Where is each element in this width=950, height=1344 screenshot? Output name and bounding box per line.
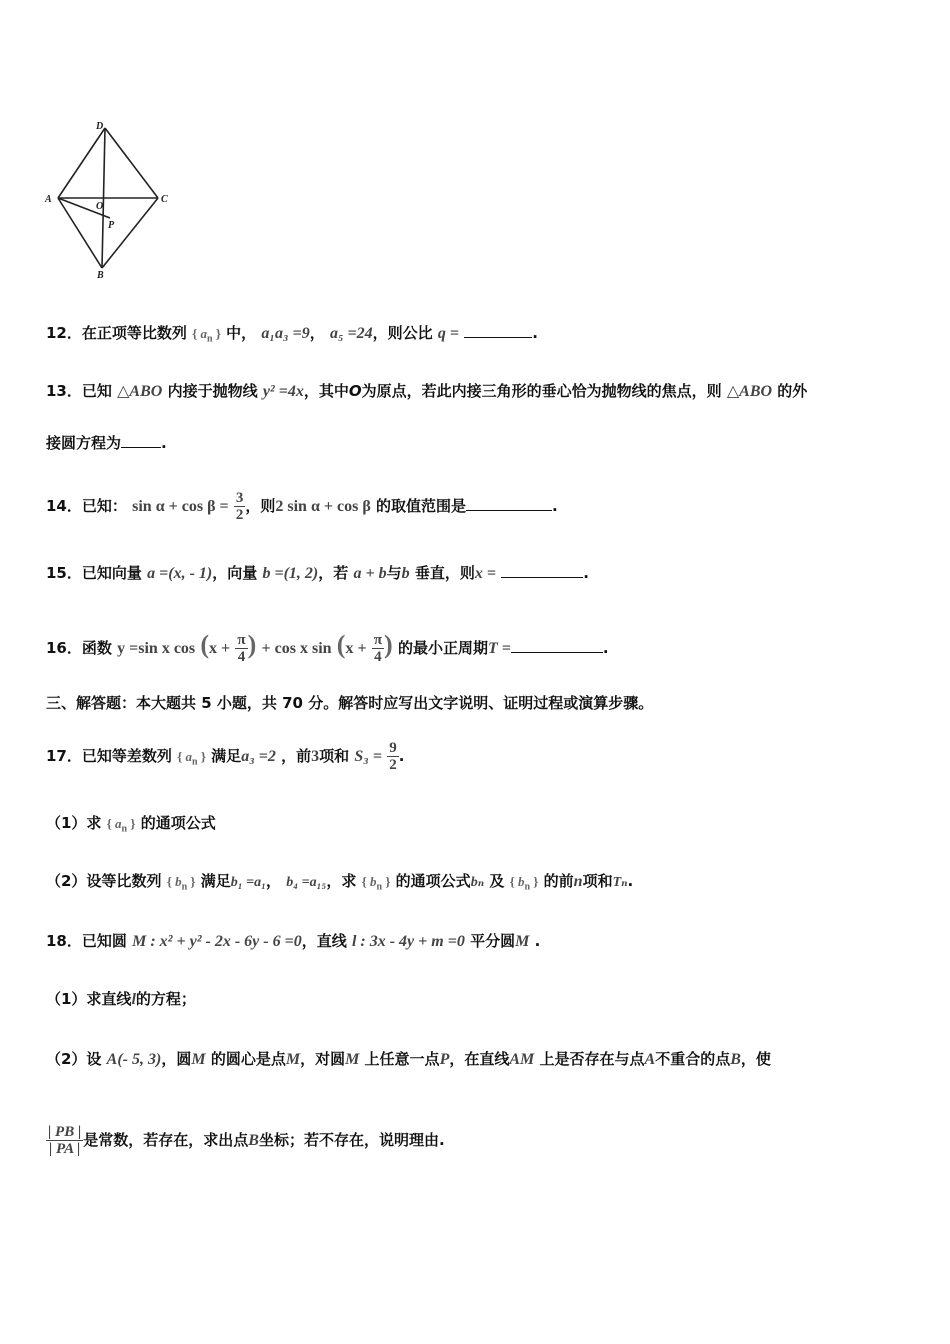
q12-condition-1: a₁a₃ =9	[261, 325, 310, 342]
question-17	[46, 740, 404, 774]
q12-text-2: 中，	[226, 324, 257, 342]
q12-answer-blank[interactable]	[464, 323, 532, 338]
q17-text: 已知等差数列	[81, 747, 172, 765]
q16-fraction-2: $\frac{\pi}{4}$	[373, 632, 383, 665]
q18-line-eq: l : 3x - 4y + m =0	[351, 933, 465, 950]
q16-number: 16．	[46, 639, 82, 657]
q14-number: 14．	[46, 497, 82, 515]
q13-text-6: 接圆方程为	[46, 434, 122, 452]
question-18-part-1	[46, 988, 196, 1011]
q16-paren-open-2: (	[336, 630, 346, 659]
q17-p2-text-2: ，求	[326, 872, 357, 890]
q15-number: 15．	[46, 564, 82, 582]
q17-p2-tn: Tₙ	[612, 875, 628, 890]
q15-vector-a: a =(x, - 1)	[147, 565, 213, 582]
q18-p2-text-6: 上是否存在与点	[539, 1050, 645, 1068]
question-13	[46, 380, 807, 403]
question-12	[46, 322, 538, 351]
q12-condition-2: a₅ =24	[329, 325, 373, 342]
q13-text-4: 为原点，若此内接三角形的垂心恰为抛物线的焦点，则	[361, 382, 722, 400]
q14-text: 已知：	[81, 497, 127, 515]
q18-p2-p: P	[439, 1051, 450, 1068]
q16-paren-close: )	[247, 630, 257, 659]
q14-text-2: ，则	[245, 497, 276, 515]
q18-p2-text-4: 上任意一点	[364, 1050, 440, 1068]
q13-answer-blank[interactable]	[121, 433, 161, 448]
q15-sum: a + b	[353, 565, 387, 582]
q18-text: 已知圆	[81, 932, 127, 950]
q18-p2-m2: M	[285, 1051, 301, 1068]
label-d: D	[96, 121, 104, 132]
question-18-part-2-cont	[46, 1124, 445, 1157]
q16-paren-open: (	[200, 630, 210, 659]
q14-end: .	[552, 497, 558, 515]
q13-number: 13．	[46, 382, 82, 400]
q18-p2-b: B	[730, 1051, 741, 1068]
q17-p2-eq2: b₄ =a₁₅	[286, 875, 327, 890]
q13-text-2: 内接于抛物线	[167, 382, 258, 400]
question-13-cont	[46, 432, 167, 454]
q16-func-1: y =sin x cos	[117, 640, 196, 657]
q15-end: .	[583, 564, 589, 582]
q15-text: 已知向量	[81, 564, 142, 582]
q18-p2-text-5: ，在直线	[449, 1050, 510, 1068]
q15-text-4: 与	[386, 564, 402, 582]
q15-x: x =	[474, 565, 497, 582]
label-p: P	[108, 220, 115, 231]
q15-text-3: ，若	[318, 564, 349, 582]
q16-text-2: 的最小正周期	[397, 639, 488, 657]
q16-end: .	[602, 639, 609, 657]
question-17-part-1	[46, 812, 216, 841]
q16-fraction-1: $\frac{\pi}{4}$	[237, 632, 246, 665]
q17-p2-text-6: 项和	[582, 872, 613, 890]
q15-b: b	[401, 565, 410, 582]
q12-number: 12．	[46, 324, 82, 342]
q17-p1-text: 的通项公式	[140, 814, 216, 832]
label-b: B	[97, 270, 104, 281]
q17-p2-sequence: { $b_n$ }	[166, 874, 196, 893]
q17-end: .	[398, 747, 405, 765]
q13-triangle: △ABO	[117, 383, 163, 400]
q17-three: 3	[311, 748, 320, 765]
q17-sequence: { $a_n$ }	[177, 749, 206, 768]
q15-vector-b: b =(1, 2)	[262, 565, 319, 582]
q17-p2-n: n	[573, 873, 583, 890]
q18-p2-text: ，圆	[161, 1050, 192, 1068]
q17-p2-label: （2）设等比数列	[46, 872, 162, 890]
q16-arg-1: x +	[209, 640, 231, 657]
edge-dc	[105, 128, 158, 198]
q17-number: 17．	[46, 747, 82, 765]
q13-parabola: y² =4x	[262, 383, 304, 400]
q13-text-3: ，其中	[303, 382, 349, 400]
q17-p2-sequence-3: { $b_n$ }	[509, 874, 539, 893]
q18-p2-text-10: 坐标；若不存在，说明理由.	[258, 1131, 445, 1149]
q18-p2-text-7: 不重合的点	[655, 1050, 731, 1068]
q16-paren-close-2: )	[384, 630, 393, 659]
q12-text-3: ，则公比	[372, 324, 433, 342]
q17-p2-eq1: b₁ =a₁	[230, 875, 266, 890]
q12-sequence: { $a_n$ }	[192, 326, 221, 345]
question-18-part-2	[46, 1048, 771, 1071]
q12-sep: ，	[309, 324, 325, 342]
question-16	[46, 632, 609, 665]
q17-p1-label: （1）求	[46, 814, 102, 832]
label-o: O	[96, 201, 104, 212]
edge-da	[58, 128, 105, 198]
q13-end: .	[161, 434, 167, 452]
label-c: C	[161, 194, 168, 205]
q17-p2-text-5: 的前	[543, 872, 574, 890]
question-17-part-2	[46, 870, 633, 899]
q18-number: 18．	[46, 932, 82, 950]
question-15	[46, 562, 589, 585]
q17-text-2: 满足	[211, 747, 242, 765]
q16-arg-2: x +	[345, 640, 367, 657]
q18-m: M	[515, 933, 530, 950]
q14-fraction: $\frac{3}{2}$	[235, 490, 244, 523]
q18-text-2: ，直线	[301, 932, 347, 950]
q17-text-3: ，前	[281, 747, 312, 765]
q17-text-4: 项和	[319, 747, 350, 765]
q18-text-3: 平分圆	[470, 932, 516, 950]
q16-text: 函数	[81, 639, 112, 657]
q18-circle-eq: M : x² + y² - 2x - 6y - 6 =0	[132, 933, 302, 950]
q17-p2-sep: ，	[266, 872, 282, 890]
q14-answer-blank[interactable]	[466, 496, 552, 511]
q17-p2-bn: bₙ	[470, 875, 485, 890]
edge-cb	[102, 198, 158, 268]
q13-text-5: 的外	[777, 382, 808, 400]
q16-answer-blank[interactable]	[511, 638, 603, 653]
q16-func-2: + cos x sin	[261, 640, 332, 657]
q18-p1-text: 的方程；	[135, 990, 196, 1008]
q18-ratio: $\frac{| PB |}{| PA |}$	[48, 1124, 82, 1157]
q18-p2-a2: A	[644, 1051, 656, 1068]
q17-condition: a₃ =2	[241, 748, 276, 765]
q13-text: 已知	[81, 382, 112, 400]
q18-p2-text-9: 是常数，若存在，求出点	[83, 1131, 249, 1149]
q17-s3: S₃ =	[354, 748, 382, 765]
q17-p2-sequence-2: { $b_n$ }	[361, 874, 391, 893]
q18-end: .	[534, 932, 541, 950]
section-3-heading: 三、解答题：本大题共 5 小题，共 70 分。解答时应写出文字说明、证明过程或演算步骤。	[46, 694, 654, 712]
q18-p2-b2: B	[248, 1132, 259, 1149]
q14-expression: 2 sin α + cos β	[275, 498, 371, 515]
q15-answer-blank[interactable]	[501, 563, 583, 578]
q18-p1-l: l	[131, 991, 136, 1008]
question-14	[46, 490, 558, 523]
q15-text-5: 垂直，则	[414, 564, 475, 582]
q12-text: 在正项等比数列	[81, 324, 187, 342]
q18-p2-m: M	[191, 1051, 206, 1068]
q14-text-3: 的取值范围是	[375, 497, 466, 515]
q18-p2-label: （2）设	[46, 1050, 102, 1068]
rhombus-figure	[40, 118, 180, 283]
question-18	[46, 930, 540, 953]
q13-triangle-2: △ABO	[726, 383, 773, 400]
q18-p2-text-2: 的圆心是点	[210, 1050, 286, 1068]
q18-p1-label: （1）求直线	[46, 990, 132, 1008]
q15-text-2: ，向量	[212, 564, 258, 582]
q13-origin: O	[348, 382, 362, 400]
label-a: A	[45, 194, 52, 205]
q12-end: .	[532, 324, 538, 342]
q17-p2-end: .	[627, 872, 634, 890]
q18-p2-text-3: ，对圆	[300, 1050, 346, 1068]
q18-p2-m3: M	[345, 1051, 360, 1068]
q12-answer-var: q =	[437, 325, 460, 342]
q18-p2-point-a: A(- 5, 3)	[106, 1051, 162, 1068]
q17-fraction: $\frac{9}{2}$	[389, 740, 397, 773]
q17-p2-text: 满足	[200, 872, 231, 890]
q17-p2-text-3: 的通项公式	[395, 872, 471, 890]
q16-T: T =	[487, 640, 511, 657]
q18-p2-text-8: ，使	[740, 1050, 771, 1068]
q17-p2-text-4: 及	[489, 872, 505, 890]
q18-p2-am: AM	[509, 1051, 535, 1068]
q14-condition: sin α + cos β =	[132, 498, 229, 515]
q17-p1-sequence: { $a_n$ }	[106, 816, 136, 835]
